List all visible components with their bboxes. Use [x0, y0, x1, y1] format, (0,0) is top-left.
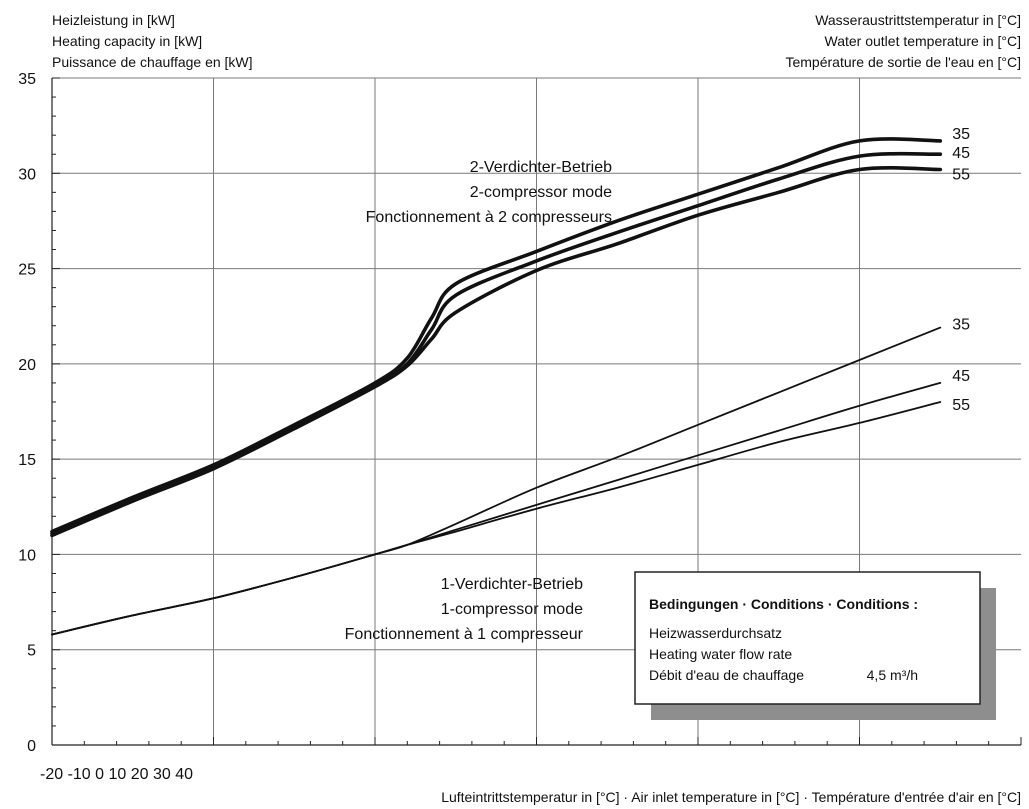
right-axis-title-line-3: Température de sortie de l'eau en [°C] [785, 54, 1021, 70]
y-tick-label-35: 35 [18, 71, 36, 88]
right-axis-title-line-2: Water outlet temperature in [°C] [824, 33, 1021, 49]
right-axis-title-line-1: Wasseraustrittstemperatur in [°C] [815, 12, 1021, 28]
series-end-label-two-35: 35 [952, 125, 971, 143]
conditions-box-title: Bedingungen · Conditions · Conditions : [649, 596, 919, 612]
x-axis-label: Lufteintrittstemperatur in [°C] · Air inlet temperature in [°C] · Température d'entrée d'air en [°C] [441, 789, 1021, 805]
y-tick-label-0: 0 [27, 738, 36, 755]
series-end-label-two-55: 55 [952, 166, 971, 184]
conditions-box [635, 572, 996, 720]
left-axis-title-line-2: Heating capacity in [kW] [52, 33, 203, 49]
left-axis-title [52, 12, 253, 70]
series-end-label-one-45: 45 [952, 367, 971, 385]
y-tick-label-20: 20 [18, 356, 36, 374]
annotation-2-line-3: Fonctionnement à 2 compresseurs [365, 209, 612, 226]
left-axis-title-line-1: Heizleistung in [kW] [52, 12, 175, 28]
y-tick-label-5: 5 [27, 642, 36, 660]
left-axis-title-line-3: Puissance de chauffage en [kW] [52, 54, 253, 70]
y-tick-labels [18, 71, 36, 755]
annotation-2-line-2: 2-compressor mode [469, 184, 612, 201]
annotation-2-compressor [366, 159, 612, 226]
x-tick-labels: -20 -10 0 10 20 30 40 [40, 766, 194, 783]
annotation-1-line-1: 1-Verdichter-Betrieb [440, 576, 583, 593]
y-tick-label-10: 10 [18, 547, 36, 565]
annotation-1-line-3: Fonctionnement à 1 compresseur [344, 626, 583, 643]
annotation-1-compressor [345, 576, 584, 643]
series-end-label-two-45: 45 [952, 145, 971, 163]
y-tick-label-15: 15 [18, 452, 36, 470]
conditions-box-value: 4,5 m³/h [866, 667, 918, 683]
series-end-labels [952, 126, 970, 414]
y-tick-label-25: 25 [18, 261, 36, 279]
annotation-1-line-2: 1-compressor mode [440, 601, 583, 618]
annotation-2-line-1: 2-Verdichter-Betrieb [469, 159, 612, 176]
y-tick-label-30: 30 [18, 166, 36, 184]
conditions-box-line-3: Débit d'eau de chauffage [649, 667, 804, 683]
right-axis-title [785, 12, 1021, 70]
conditions-box-line-2: Heating water flow rate [649, 646, 793, 662]
series-end-label-one-55: 55 [952, 396, 971, 414]
series-end-label-one-35: 35 [952, 316, 971, 334]
conditions-box-line-1: Heizwasserdurchsatz [649, 625, 783, 641]
